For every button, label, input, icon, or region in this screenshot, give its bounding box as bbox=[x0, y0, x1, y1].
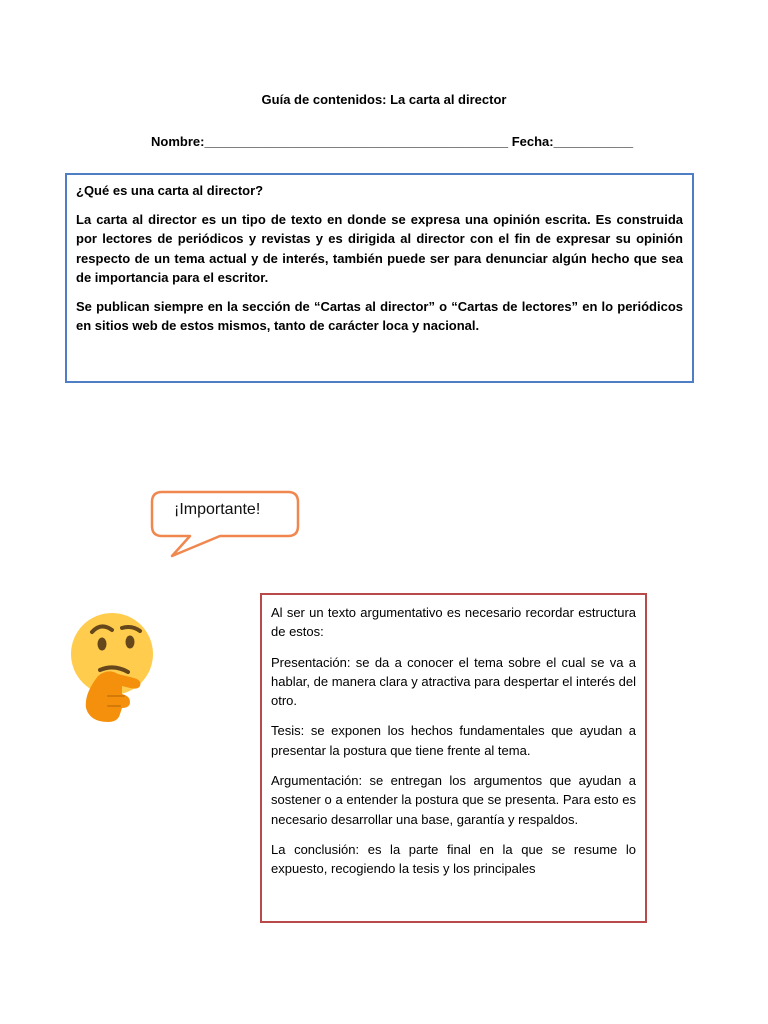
name-date-line: Nombre:__________________________________________ Fecha:___________ bbox=[151, 134, 634, 149]
structure-presentation: Presentación: se da a conocer el tema sobre el cual se va a hablar, de manera clara y atractiva para despertar el interés del otro. bbox=[271, 654, 636, 709]
thinking-face-icon bbox=[70, 598, 160, 728]
definition-question: ¿Qué es una carta al director? bbox=[76, 183, 264, 198]
structure-conclusion: La conclusión: es la parte final en la que se resume lo expuesto, recogiendo la tesis y los principales bbox=[271, 841, 636, 877]
definition-paragraph-1: La carta al director es un tipo de texto en donde se expresa una opinión escrita. Es construida por lectores de periódicos y revistas y es dirigida al director con el fin de expresar su opinión respecto de un tema actual y de interés, también puede ser para denunciar algún hecho que sea de importancia para el escritor. bbox=[76, 211, 683, 285]
definition-box bbox=[65, 173, 694, 383]
definition-paragraph-2: Se publican siempre en la sección de “Cartas al director” o “Cartas de lectores” en lo periódicos en sitios web de estos mismos, tanto de carácter loca y nacional. bbox=[76, 298, 683, 333]
important-label: ¡Importante! bbox=[174, 501, 261, 518]
structure-thesis: Tesis: se exponen los hechos fundamentales que ayudan a presentar la postura que tiene frente al tema. bbox=[271, 723, 636, 758]
structure-intro: Al ser un texto argumentativo es necesario recordar estructura de estos: bbox=[271, 605, 636, 640]
structure-argumentation: Argumentación: se entregan los argumentos que ayudan a sostener o a entender la postura que se presenta. Para esto es necesario desarrollar una base, garantía y respaldos. bbox=[271, 773, 636, 827]
document-title: Guía de contenidos: La carta al director bbox=[261, 92, 507, 107]
structure-box bbox=[260, 593, 647, 923]
